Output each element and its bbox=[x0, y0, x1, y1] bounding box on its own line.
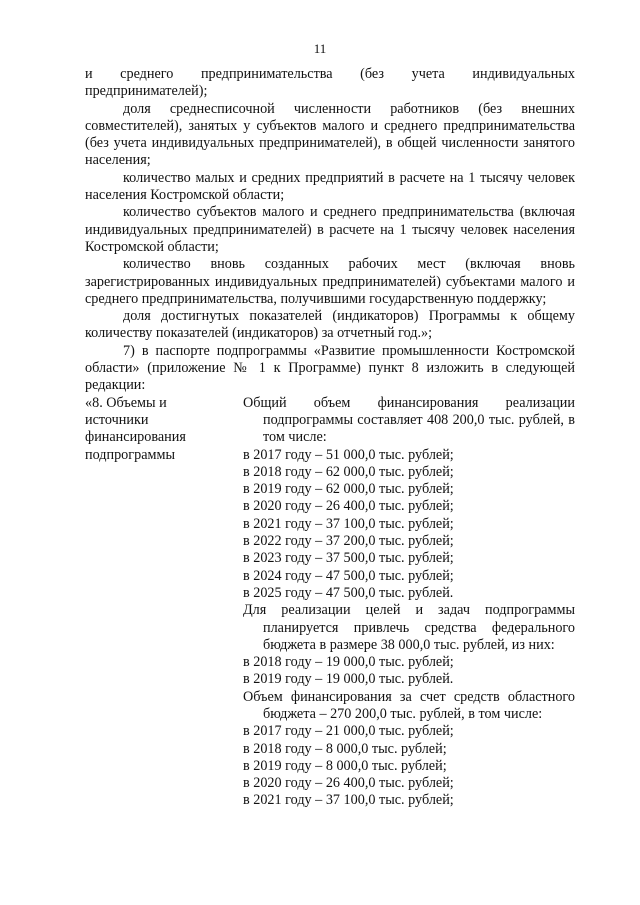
regional-financing-text: Объем финансирования за счет средств областного бюджета – 270 200,0 тыс. рублей, в том числе: bbox=[243, 688, 575, 722]
page-number: 11 bbox=[313, 41, 327, 56]
year-row: в 2020 году – 26 400,0 тыс. рублей; bbox=[243, 775, 454, 792]
year-row: в 2023 году – 37 500,0 тыс. рублей; bbox=[243, 550, 454, 567]
intro-paragraph: 7) в паспорте подпрограммы «Развитие промышленности Костромской области» (приложение № 1 к Программе) пункт 8 изложить в следующей редакции: bbox=[85, 342, 575, 394]
year-row: в 2017 году – 21 000,0 тыс. рублей; bbox=[243, 723, 454, 740]
intro-paragraph: и среднего предпринимательства (без учета индивидуальных предпринимателей); bbox=[85, 66, 575, 100]
intro-paragraph: количество субъектов малого и среднего предпринимательства (включая индивидуальных предпринимателей) в расчете на 1 тысячу человек населения Костромской области; bbox=[85, 204, 575, 255]
intro-paragraph: количество вновь созданных рабочих мест (включая вновь зарегистрированных индивидуальных предпринимателей) субъектами малого и среднего предпринимательства, получившими государственную поддержку; bbox=[85, 256, 575, 307]
label-line: подпрограммы bbox=[85, 446, 175, 463]
federal-financing-text: Для реализации целей и задач подпрограммы планируется привлечь средства федерального бюджета в размере 38 000,0 тыс. рублей, из них: bbox=[243, 602, 575, 653]
document-body bbox=[85, 66, 575, 835]
year-row: в 2021 году – 37 100,0 тыс. рублей; bbox=[243, 792, 454, 809]
year-row: в 2018 году – 19 000,0 тыс. рублей; bbox=[243, 654, 454, 671]
year-row: в 2021 году – 37 100,0 тыс. рублей; bbox=[243, 515, 454, 532]
year-row: в 2022 году – 37 200,0 тыс. рублей; bbox=[243, 533, 454, 550]
passport-item-label bbox=[85, 395, 235, 464]
year-row: в 2019 году – 19 000,0 тыс. рублей. bbox=[243, 671, 454, 688]
year-row: в 2019 году – 8 000,0 тыс. рублей; bbox=[243, 757, 447, 774]
label-line: «8. Объемы и bbox=[85, 394, 167, 411]
intro-paragraph: количество малых и средних предприятий в расчете на 1 тысячу человек населения Костромской области; bbox=[85, 169, 575, 204]
year-row: в 2025 году – 47 500,0 тыс. рублей. bbox=[243, 584, 454, 601]
year-row: в 2018 году – 8 000,0 тыс. рублей; bbox=[243, 740, 447, 757]
year-row: в 2018 году – 62 000,0 тыс. рублей; bbox=[243, 463, 454, 480]
year-row: в 2019 году – 62 000,0 тыс. рублей; bbox=[243, 481, 454, 498]
total-financing-text: Общий объем финансирования реализации подпрограммы составляет 408 200,0 тыс. рублей, в том числе: bbox=[243, 394, 575, 446]
label-line: финансирования bbox=[85, 429, 186, 446]
intro-paragraph: доля среднесписочной численности работников (без внешних совместителей), занятых у субъектов малого и среднего предпринимательства (без учета индивидуальных предпринимателей), в общей численности занятого населения; bbox=[85, 100, 575, 169]
year-row: в 2017 году – 51 000,0 тыс. рублей; bbox=[243, 446, 454, 463]
intro-paragraph: доля достигнутых показателей (индикаторов) Программы к общему количеству показателей (индикаторов) за отчетный год.»; bbox=[85, 308, 575, 342]
year-row: в 2020 году – 26 400,0 тыс. рублей; bbox=[243, 498, 454, 515]
label-line: источники bbox=[85, 411, 149, 428]
passport-item-value bbox=[243, 395, 575, 810]
passport-table bbox=[85, 395, 575, 835]
year-row: в 2024 году – 47 500,0 тыс. рублей; bbox=[243, 567, 454, 584]
